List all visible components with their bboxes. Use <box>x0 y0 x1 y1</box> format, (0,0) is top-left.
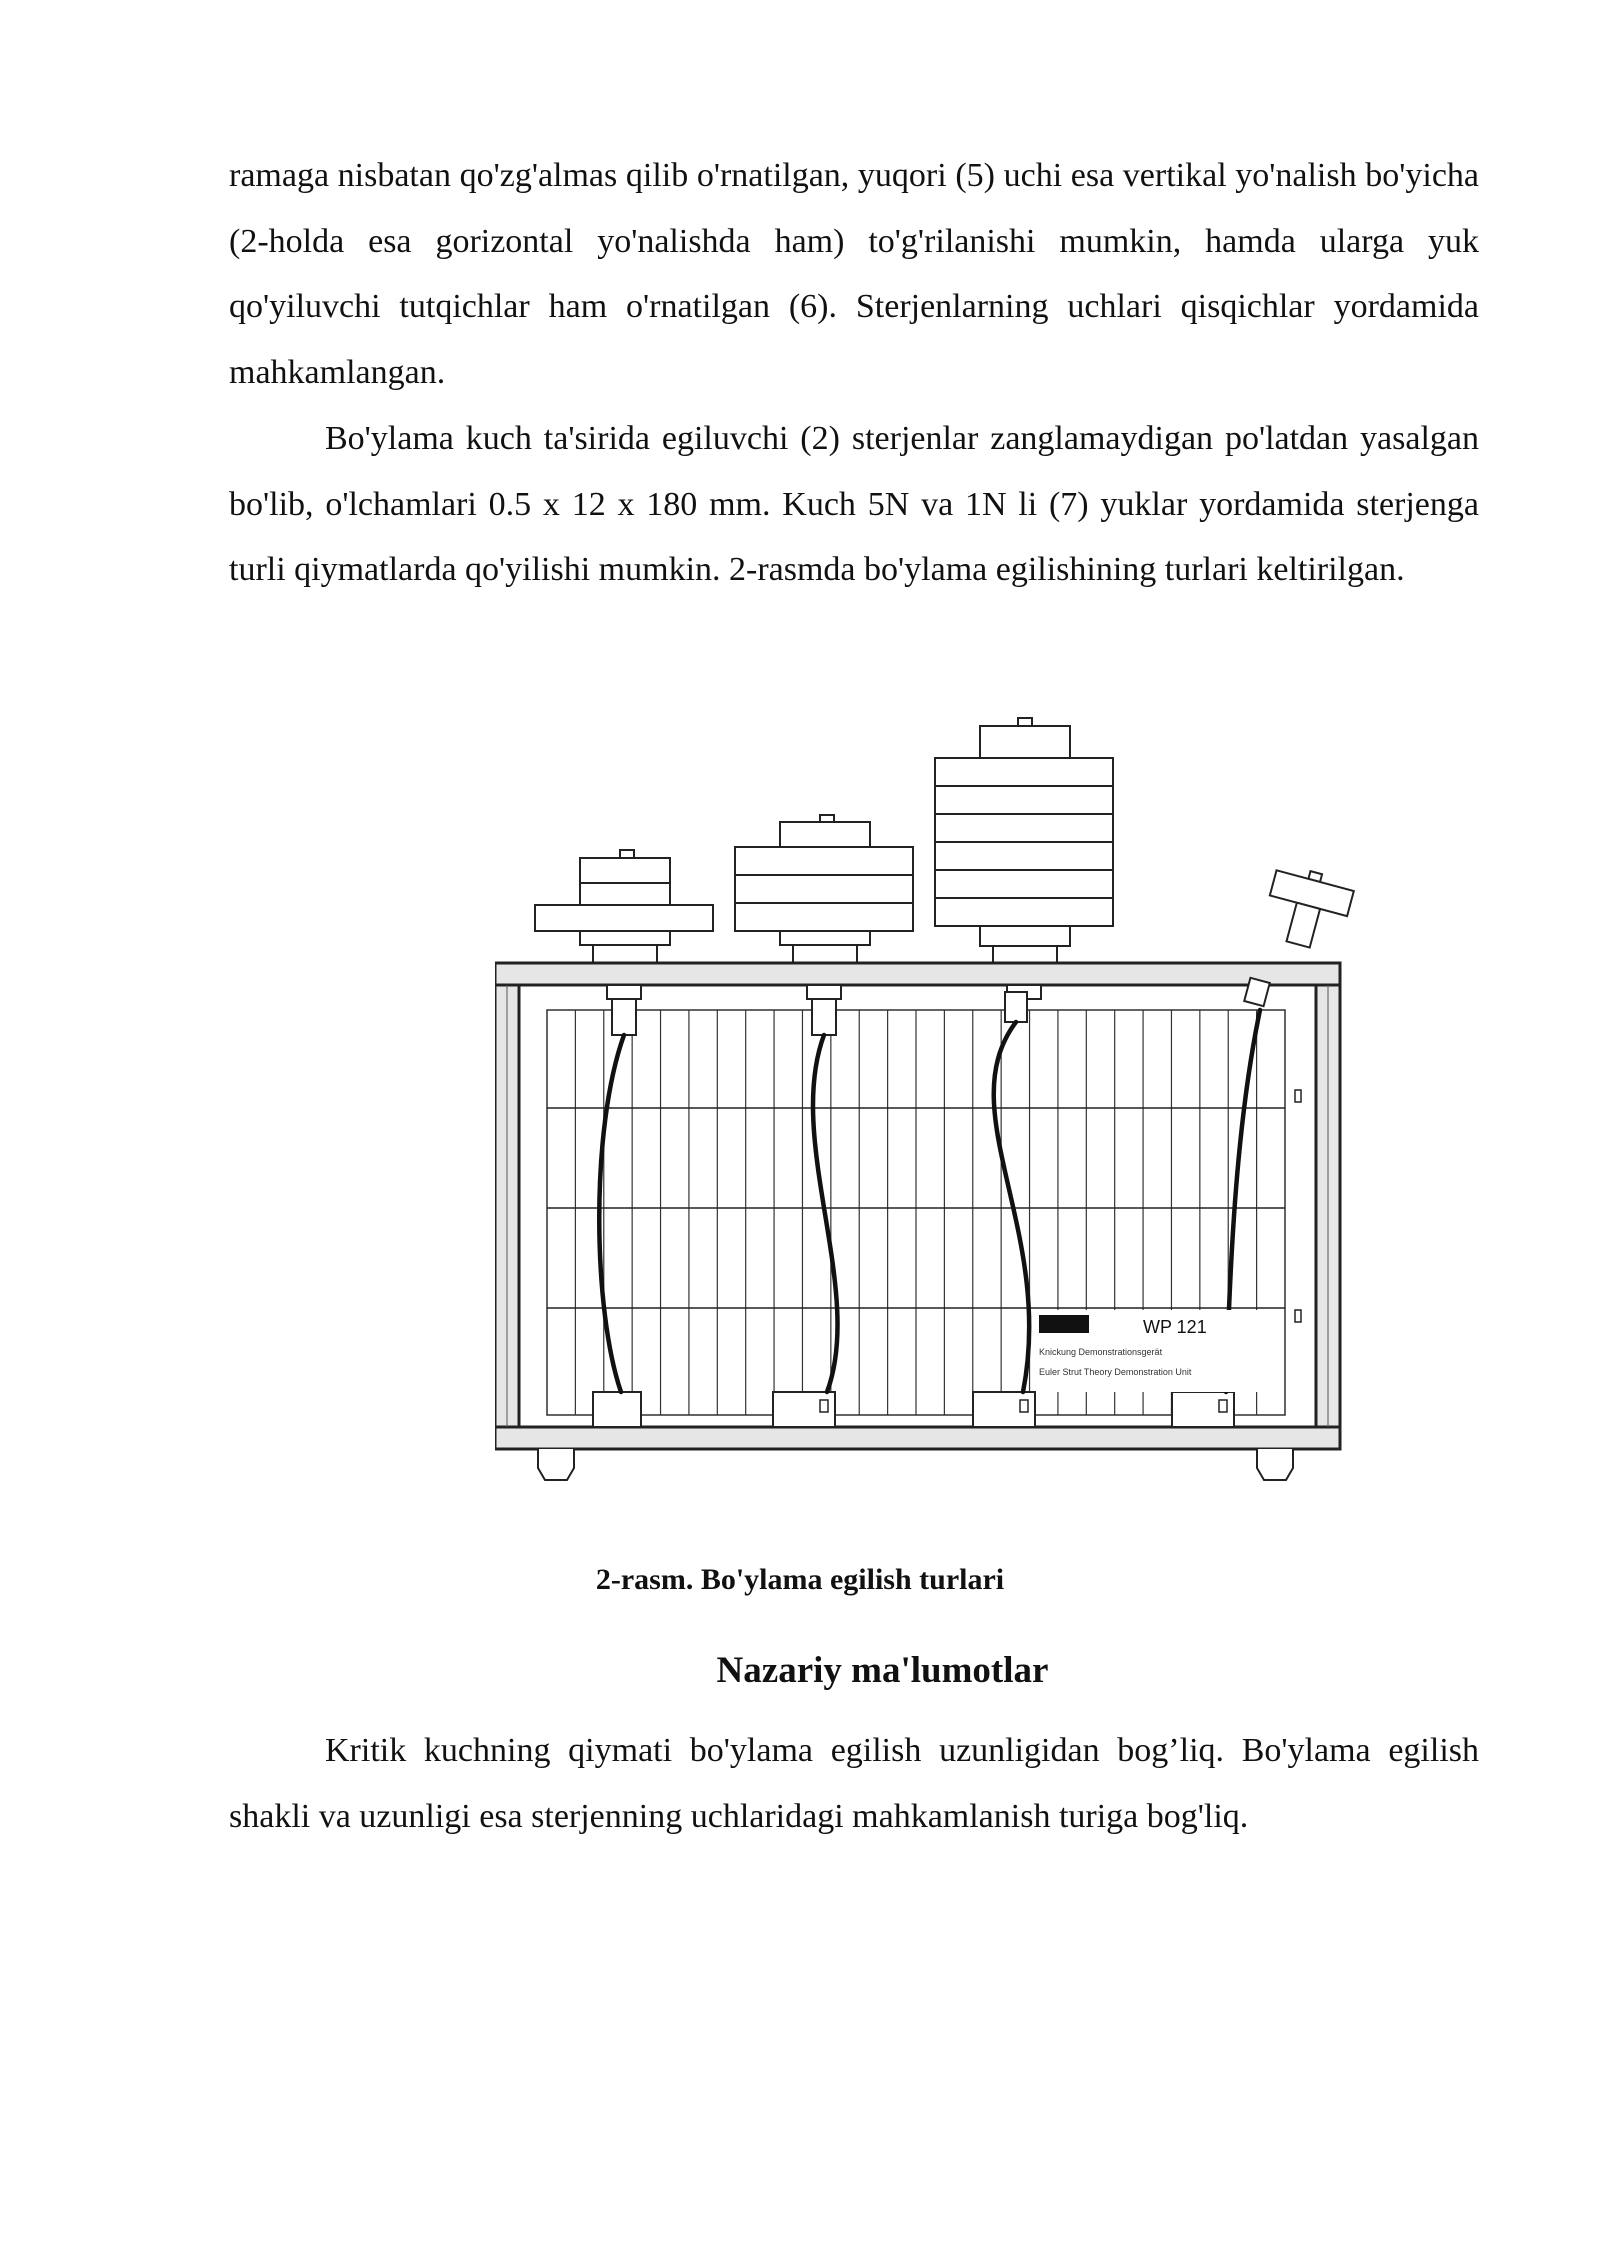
figure-caption: 2-rasm. Bo'ylama egilish turlari <box>595 1563 1005 1596</box>
body-paragraph-1: ramaga nisbatan qo'zg'almas qilib o'rnatilgan, yuqori (5) uchi esa vertikal yo'nalish bo'yicha (2-holda esa gorizontal yo'nalishda ham) to'g'rilanishi mumkin, hamda ularga yuk qo'yiluvchi tutqichlar ham o'rnatilgan (6). Sterjenlarning uchlari qisqichlar yordamida mahkamlangan. <box>229 157 1479 391</box>
weight-stack-1 <box>535 850 713 963</box>
figure-buckling-apparatus <box>495 710 1355 1500</box>
buckling-apparatus-drawing <box>495 710 1355 1500</box>
body-paragraph-3: Kritik kuchning qiymati bo'ylama egilish uzunligidan bog’liq. Bo'ylama egilish shakli va uzunligi esa sterjenning uchlaridagi mahkamlanish turiga bog'liq. <box>229 1732 1479 1835</box>
plate-code: WP 121 <box>1143 1317 1207 1337</box>
name-plate <box>1039 1310 1284 1392</box>
weight-stack-4-tilted <box>1259 863 1355 955</box>
weight-stack-3 <box>935 718 1113 964</box>
body-paragraph-2: Bo'ylama kuch ta'sirida egiluvchi (2) sterjenlar zanglamaydigan po'latdan yasalgan bo'lib, o'lchamlari 0.5 x 12 x 180 mm. Kuch 5N va 1N li (7) yuklar yordamida sterjenga turli qiymatlarda qo'yilishi mumkin. 2-rasmda bo'ylama egilishining turlari keltirilgan. <box>229 420 1479 588</box>
weight-stack-2 <box>735 815 913 963</box>
plate-line-2: Euler Strut Theory Demonstration Unit <box>1039 1367 1192 1377</box>
section-heading: Nazariy ma'lumotlar <box>716 1650 1049 1691</box>
plate-line-1: Knickung Demonstrationsgerät <box>1039 1347 1163 1357</box>
